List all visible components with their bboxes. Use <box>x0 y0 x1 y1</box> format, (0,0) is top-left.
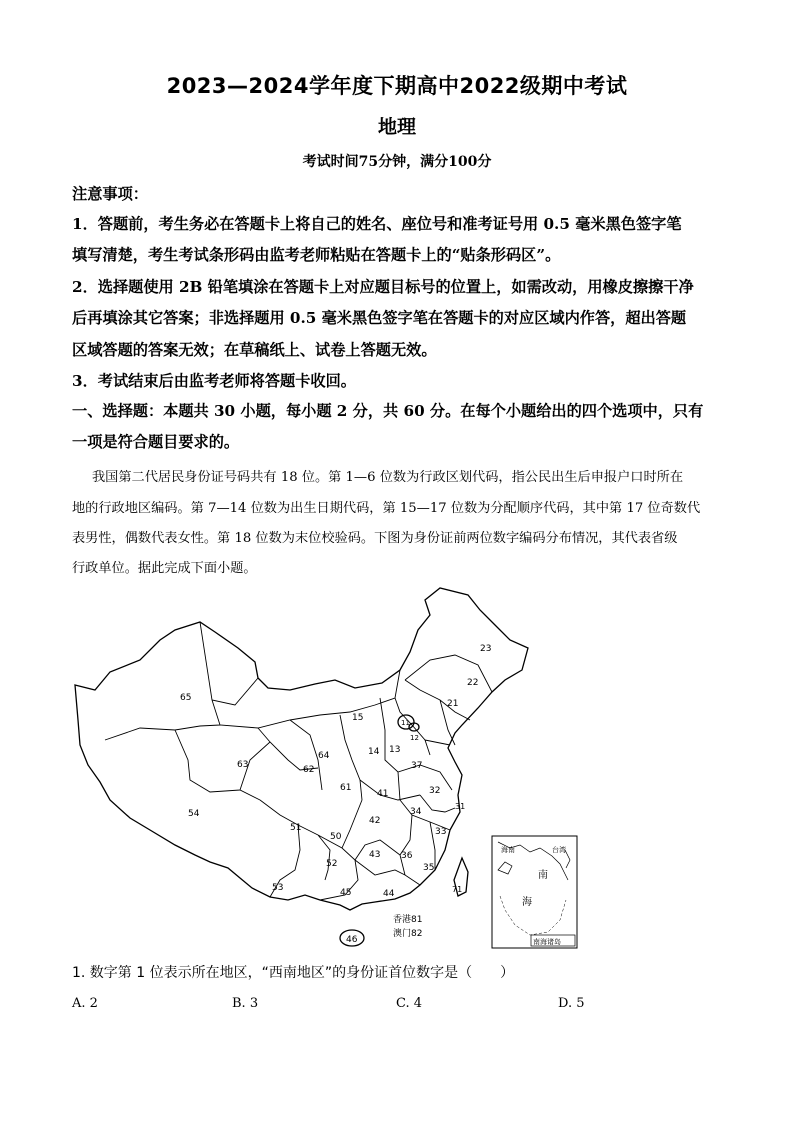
province-code: 15 <box>352 713 364 723</box>
province-code: 33 <box>435 827 447 837</box>
province-code: 46 <box>346 935 358 945</box>
province-code: 41 <box>377 789 389 799</box>
province-code: 31 <box>455 802 466 811</box>
province-code: 63 <box>237 760 249 770</box>
hong-kong-label: 香港81 <box>393 915 423 925</box>
inset-island-label: 台湾 <box>552 846 566 854</box>
notice-line: 1．答题前，考生务必在答题卡上将自己的姓名、座位号和准考证号用 0.5 毫米黑色签字笔 <box>72 215 682 233</box>
notice-heading: 注意事项： <box>72 185 148 203</box>
inset-island-label: 海南 <box>501 846 515 854</box>
question-1-stem: 1. 数字第 1 位表示所在地区，“西南地区”的身份证首位数字是（ ） <box>72 965 515 981</box>
passage-line: 地的行政地区编码。第 7—14 位数为出生日期代码，第 15—17 位数为分配顺序代码，其中第 17 位奇数代 <box>72 501 701 516</box>
section-heading-cont: 一项是符合题目要求的。 <box>72 433 240 451</box>
province-code: 50 <box>330 832 342 842</box>
province-code: 71 <box>452 885 463 894</box>
question-1-option-a[interactable]: A. 2 <box>72 996 98 1011</box>
province-code: 36 <box>401 851 413 861</box>
province-code: 22 <box>467 678 479 688</box>
province-code: 21 <box>447 699 459 709</box>
notice-line: 后再填涂其它答案；非选择题用 0.5 毫米黑色签字笔在答题卡的对应区域内作答，超出答题 <box>72 309 687 327</box>
inset-sea-label: 海 <box>522 897 532 908</box>
province-code: 43 <box>369 850 381 860</box>
exam-time-info: 考试时间75分钟，满分100分 <box>302 154 492 170</box>
province-code: 62 <box>303 765 315 775</box>
province-code: 23 <box>480 644 492 654</box>
province-code: 11 <box>401 719 410 727</box>
china-province-code-map <box>0 580 794 960</box>
inset-sea-label: 南 <box>538 870 548 881</box>
province-code: 52 <box>326 859 338 869</box>
passage-line: 表男性，偶数代表女性。第 18 位数为末位校验码。下图为身份证前两位数字编码分布情况，其代表省级 <box>72 531 678 546</box>
province-borders <box>105 622 492 900</box>
passage-line: 我国第二代居民身份证号码共有 18 位。第 1—6 位数为行政区划代码，指公民出生后申报户口时所在 <box>92 470 684 485</box>
province-code: 32 <box>429 786 441 796</box>
province-code: 12 <box>410 734 419 742</box>
notice-line: 2．选择题使用 2B 铅笔填涂在答题卡上对应题目标号的位置上，如需改动，用橡皮擦擦干净 <box>72 278 694 296</box>
passage-line: 行政单位。据此完成下面小题。 <box>72 561 257 576</box>
inset-caption: 南海诸岛 <box>533 938 561 946</box>
question-1-option-b[interactable]: B. 3 <box>232 996 259 1011</box>
province-code: 35 <box>423 863 435 873</box>
province-code: 37 <box>411 761 423 771</box>
province-code: 34 <box>410 807 422 817</box>
province-code: 53 <box>272 883 284 893</box>
notice-line: 填写清楚，考生考试条形码由监考老师粘贴在答题卡上的“贴条形码区”。 <box>72 246 561 264</box>
subject-title: 地理 <box>377 116 416 138</box>
province-code: 14 <box>368 747 380 757</box>
province-code: 51 <box>290 823 302 833</box>
notice-line: 区域答题的答案无效；在草稿纸上、试卷上答题无效。 <box>72 341 437 359</box>
province-code: 44 <box>383 889 395 899</box>
province-code: 64 <box>318 751 330 761</box>
macau-label: 澳门82 <box>393 929 423 939</box>
province-code: 13 <box>389 745 401 755</box>
province-code: 45 <box>340 888 352 898</box>
province-code: 54 <box>188 809 200 819</box>
notice-line: 3．考试结束后由监考老师将答题卡收回。 <box>72 372 356 390</box>
province-code: 61 <box>340 783 352 793</box>
province-code: 42 <box>369 816 381 826</box>
question-1-option-d[interactable]: D. 5 <box>558 996 585 1011</box>
question-1-option-c[interactable]: C. 4 <box>396 996 423 1011</box>
exam-title: 2023—2024学年度下期高中2022级期中考试 <box>166 74 628 98</box>
province-code: 65 <box>180 693 192 703</box>
section-heading: 一、选择题：本题共 30 小题，每小题 2 分，共 60 分。在每个小题给出的四个选项中，只有 <box>72 402 704 420</box>
